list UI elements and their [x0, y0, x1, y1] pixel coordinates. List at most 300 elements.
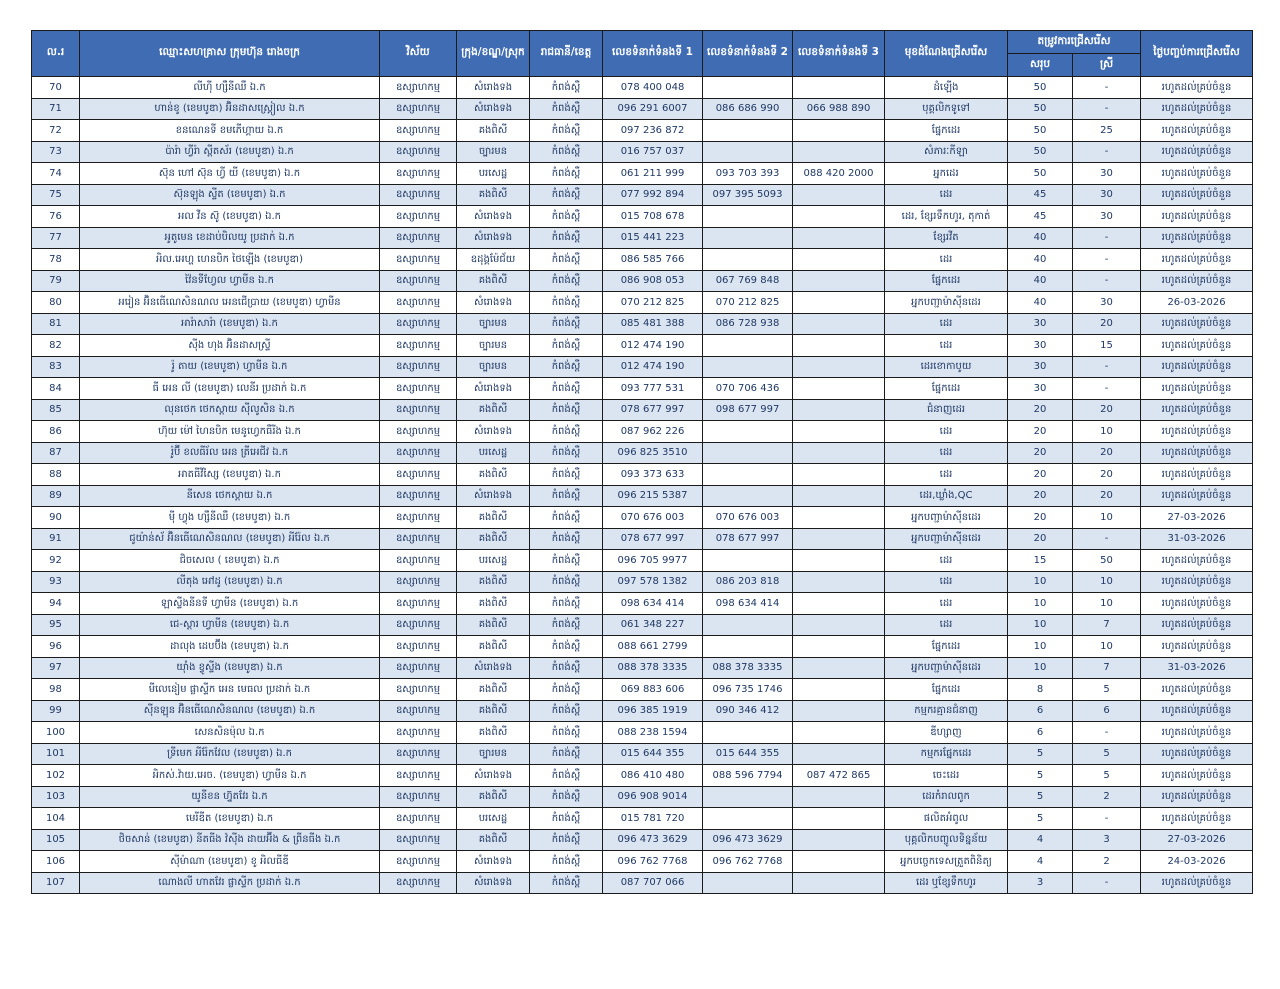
table-cell: 096 825 3510 [603, 442, 703, 464]
table-cell: - [1073, 356, 1141, 378]
table-cell: ដេរ [885, 184, 1008, 206]
table-cell: 10 [1008, 571, 1073, 593]
table-cell: ផ្នែកដេរ [885, 679, 1008, 701]
table-cell: 30 [1008, 378, 1073, 400]
table-cell: សំរោងទង [457, 851, 530, 873]
table-cell [793, 550, 885, 572]
table-cell: រ៉ូ តាយ (ខេមបូឌា) ហ្វាមីន ឯ.ក [80, 356, 380, 378]
table-cell: អ្នកបញ្ជាម៉ាស៊ីនដេរ [885, 528, 1008, 550]
recruitment-table [31, 30, 1253, 894]
table-cell: 74 [32, 163, 80, 185]
table-cell: កំពង់ស្ពឺ [530, 356, 603, 378]
table-cell: សំរោងទង [457, 98, 530, 120]
table-cell: រហូតដល់គ្រប់ចំនួន [1141, 743, 1253, 765]
table-cell [793, 679, 885, 701]
table-cell: គងពិសី [457, 829, 530, 851]
table-cell: 20 [1008, 399, 1073, 421]
table-body [32, 77, 1253, 894]
table-cell: 4 [1008, 829, 1073, 851]
table-cell: ឧស្សាហកម្ម [380, 120, 457, 142]
table-cell: រហូតដល់គ្រប់ចំនួន [1141, 335, 1253, 357]
table-cell: - [1073, 872, 1141, 894]
table-cell: ឧស្សាហកម្ម [380, 335, 457, 357]
table-cell: ម៉ី ហ្វុង ហ្សឺនីឈឺ (ខេមបូឌា) ឯ.ក [80, 507, 380, 529]
table-cell: 5 [1008, 808, 1073, 830]
table-cell: 90 [32, 507, 80, 529]
table-row [32, 356, 1253, 378]
table-cell: 79 [32, 270, 80, 292]
table-cell [793, 636, 885, 658]
table-cell: 086 686 990 [703, 98, 793, 120]
table-cell: 45 [1008, 184, 1073, 206]
table-cell: កំពង់ស្ពឺ [530, 120, 603, 142]
table-cell: កំពង់ស្ពឺ [530, 507, 603, 529]
table-cell: ទ្រីមេក អីរ៉ែកវែល (ខេមបូឌា) ឯ.ក [80, 743, 380, 765]
table-cell: 72 [32, 120, 80, 142]
table-cell: 015 708 678 [603, 206, 703, 228]
table-cell: - [1073, 722, 1141, 744]
table-cell: 50 [1073, 550, 1141, 572]
table-cell: - [1073, 98, 1141, 120]
table-cell: កំពង់ស្ពឺ [530, 485, 603, 507]
table-cell: 101 [32, 743, 80, 765]
table-cell: វ៉ៃនទីហ្វែល ហ្វាមីន ឯ.ក [80, 270, 380, 292]
table-cell: គងពិសី [457, 399, 530, 421]
table-cell: កំពង់ស្ពឺ [530, 765, 603, 787]
table-cell: 98 [32, 679, 80, 701]
table-cell: 2 [1073, 786, 1141, 808]
header-demand-total: សរុប [1008, 54, 1073, 77]
table-cell: ខនណេនទី ខមភើហ្គាយ ឯ.ក [80, 120, 380, 142]
table-cell: 10 [1073, 636, 1141, 658]
table-cell: គងពិសី [457, 614, 530, 636]
table-cell: រហូតដល់គ្រប់ចំនួន [1141, 206, 1253, 228]
table-cell: កំពង់ស្ពឺ [530, 249, 603, 271]
table-cell [703, 550, 793, 572]
table-cell [703, 335, 793, 357]
table-cell [703, 614, 793, 636]
table-cell: 015 644 355 [603, 743, 703, 765]
table-cell: 50 [1008, 77, 1073, 99]
table-cell: ប៉ារ៉ា ហ្វីរ៉ា ស្ពីតស័រ (ខេមបូឌា) ឯ.ក [80, 141, 380, 163]
table-cell: ឧស្សាហកម្ម [380, 550, 457, 572]
table-cell: - [1073, 808, 1141, 830]
table-cell: ចេះដេរ [885, 765, 1008, 787]
table-cell: រហូតដល់គ្រប់ចំនួន [1141, 722, 1253, 744]
table-cell: 070 212 825 [603, 292, 703, 314]
table-cell [793, 700, 885, 722]
table-cell: ផ្នែកដេរ [885, 378, 1008, 400]
table-cell: គងពិសី [457, 464, 530, 486]
table-cell: 40 [1008, 227, 1073, 249]
table-cell: កំពង់ស្ពឺ [530, 442, 603, 464]
table-row [32, 464, 1253, 486]
table-cell: 70 [32, 77, 80, 99]
table-cell: 066 988 890 [793, 98, 885, 120]
table-cell: 077 992 894 [603, 184, 703, 206]
table-cell [793, 872, 885, 894]
table-cell: កំពង់ស្ពឺ [530, 679, 603, 701]
table-cell: ដេរ [885, 550, 1008, 572]
table-cell: 096 705 9977 [603, 550, 703, 572]
table-cell: 10 [1073, 507, 1141, 529]
table-cell: ផ្នែកដេរ [885, 636, 1008, 658]
table-cell: ឧស្សាហកម្ម [380, 464, 457, 486]
table-cell: 82 [32, 335, 80, 357]
table-cell [793, 141, 885, 163]
table-cell: 10 [1008, 593, 1073, 615]
table-cell: កម្មករគ្មានជំនាញ [885, 700, 1008, 722]
table-cell: 50 [1008, 98, 1073, 120]
table-cell: ដេរ [885, 313, 1008, 335]
table-cell [793, 464, 885, 486]
table-cell: រហូតដល់គ្រប់ចំនួន [1141, 808, 1253, 830]
table-cell: បរសេដ្ឋ [457, 442, 530, 464]
table-cell: ដេរ,ឃ្លាំង,QC [885, 485, 1008, 507]
table-cell: កំពង់ស្ពឺ [530, 270, 603, 292]
table-cell: 88 [32, 464, 80, 486]
table-cell: 20 [1008, 528, 1073, 550]
table-cell: 77 [32, 227, 80, 249]
table-cell: 098 634 414 [603, 593, 703, 615]
table-cell: ឌីហ្សាញ [885, 722, 1008, 744]
table-cell: 015 441 223 [603, 227, 703, 249]
table-cell: 10 [1008, 657, 1073, 679]
table-cell: 26-03-2026 [1141, 292, 1253, 314]
table-cell: ឧស្សាហកម្ម [380, 614, 457, 636]
table-cell: គងពិសី [457, 184, 530, 206]
table-cell: 104 [32, 808, 80, 830]
table-row [32, 657, 1253, 679]
table-cell: អិល.អេហ្ហ ហេនបិក ថៃឡើង (ខេមបូឌា) [80, 249, 380, 271]
table-cell [703, 464, 793, 486]
table-cell: 5 [1008, 743, 1073, 765]
table-row [32, 636, 1253, 658]
table-cell: 078 677 997 [703, 528, 793, 550]
table-cell: 75 [32, 184, 80, 206]
table-cell: 096 291 6007 [603, 98, 703, 120]
table-cell: ហ៊ុយ ម៉ៅ ហៃនបិក មេនូហ្វេកធឺរីង ឯ.ក [80, 421, 380, 443]
table-cell: ឧស្សាហកម្ម [380, 206, 457, 228]
table-row [32, 700, 1253, 722]
table-row [32, 528, 1253, 550]
table-cell: ឧស្សាហកម្ម [380, 249, 457, 271]
table-cell: ឧស្សាហកម្ម [380, 851, 457, 873]
table-cell: គងពិសី [457, 507, 530, 529]
table-cell: 090 346 412 [703, 700, 793, 722]
table-cell: កំពង់ស្ពឺ [530, 571, 603, 593]
table-cell: ឧស្សាហកម្ម [380, 722, 457, 744]
table-cell: 078 677 997 [603, 528, 703, 550]
table-cell: 070 676 003 [603, 507, 703, 529]
table-header [32, 31, 1253, 77]
table-cell: 093 777 531 [603, 378, 703, 400]
table-cell: 30 [1008, 335, 1073, 357]
table-cell: 086 585 766 [603, 249, 703, 271]
table-cell: ឧស្សាហកម្ម [380, 829, 457, 851]
header-name: ឈ្មោះសហគ្រាស ក្រុមហ៊ុន រោងចក្រ [80, 31, 380, 77]
table-cell: ណោងលី ហាតវែរ ផ្លាស្ទីក ប្រដាក់ ឯ.ក [80, 872, 380, 894]
table-cell: រហូតដល់គ្រប់ចំនួន [1141, 421, 1253, 443]
table-cell: 107 [32, 872, 80, 894]
table-cell: 31-03-2026 [1141, 657, 1253, 679]
table-cell: ឧស្សាហកម្ម [380, 743, 457, 765]
table-cell: 71 [32, 98, 80, 120]
table-row [32, 313, 1253, 335]
table-cell: កំពង់ស្ពឺ [530, 700, 603, 722]
table-cell: សំរោងទង [457, 206, 530, 228]
header-phone1: លេខទំនាក់ទំនងទី 1 [603, 31, 703, 77]
header-phone3: លេខទំនាក់ទំនងទី 3 [793, 31, 885, 77]
table-cell: ឧស្សាហកម្ម [380, 808, 457, 830]
table-cell: ឧដុង្គម៉ែជ័យ [457, 249, 530, 271]
table-cell: អ្នកបញ្ជាម៉ាស៊ីនដេរ [885, 507, 1008, 529]
table-cell: 86 [32, 421, 80, 443]
table-cell: អល វីន ស៊ូ (ខេមបូឌា) ឯ.ក [80, 206, 380, 228]
table-row [32, 120, 1253, 142]
table-cell: កំពង់ស្ពឺ [530, 98, 603, 120]
table-cell: 012 474 190 [603, 356, 703, 378]
table-cell [703, 141, 793, 163]
table-cell: 97 [32, 657, 80, 679]
table-cell: 84 [32, 378, 80, 400]
table-cell: អរៀន អ៊ិនធើណេសិនណល អេនជើប្រាយ (ខេមបូឌា) ហ្វាមីន [80, 292, 380, 314]
table-cell: រហូតដល់គ្រប់ចំនួន [1141, 249, 1253, 271]
table-cell: 4 [1008, 851, 1073, 873]
table-cell: ឧស្សាហកម្ម [380, 98, 457, 120]
table-row [32, 421, 1253, 443]
table-cell: ហាន់ខូ (ខេមបូឌា) អ៊ិនដាសស្រ្គៀល ឯ.ក [80, 98, 380, 120]
table-cell: គងពិសី [457, 786, 530, 808]
table-cell: ជិចសេល ( ខេមបូឌា) ឯ.ក [80, 550, 380, 572]
table-cell [793, 485, 885, 507]
table-cell: 50 [1008, 141, 1073, 163]
table-cell: 087 962 226 [603, 421, 703, 443]
table-cell: 50 [1008, 163, 1073, 185]
table-cell: 30 [1073, 206, 1141, 228]
table-cell: គងពិសី [457, 679, 530, 701]
table-cell: ខ្សែរវីត [885, 227, 1008, 249]
table-row [32, 507, 1253, 529]
table-cell: កំពង់ស្ពឺ [530, 808, 603, 830]
table-row [32, 851, 1253, 873]
table-cell: ច្បារមន [457, 141, 530, 163]
table-cell: បុគ្គលិកបញ្ចូលទិន្នន័យ [885, 829, 1008, 851]
table-cell: 20 [1008, 421, 1073, 443]
table-cell: កំពង់ស្ពឺ [530, 313, 603, 335]
table-cell: 105 [32, 829, 80, 851]
table-cell: កំពង់ស្ពឺ [530, 829, 603, 851]
table-cell [793, 292, 885, 314]
table-cell: ច្បារមន [457, 356, 530, 378]
table-cell: បុគ្គលិកទូទៅ [885, 98, 1008, 120]
table-cell: 086 908 053 [603, 270, 703, 292]
table-cell: លុនថេក ថេកស្តាយ ស៊ីលូសិន ឯ.ក [80, 399, 380, 421]
table-cell: 76 [32, 206, 80, 228]
table-cell [793, 528, 885, 550]
table-row [32, 442, 1253, 464]
table-cell: 30 [1073, 184, 1141, 206]
table-cell: 20 [1008, 464, 1073, 486]
table-cell: 5 [1008, 786, 1073, 808]
table-cell: 069 883 606 [603, 679, 703, 701]
table-cell: បរសេដ្ឋ [457, 163, 530, 185]
table-cell: 100 [32, 722, 80, 744]
table-cell: រហូតដល់គ្រប់ចំនួន [1141, 786, 1253, 808]
table-cell: យូនីខន ហ្វ៊ុតវែរ ឯ.ក [80, 786, 380, 808]
table-cell: ឧស្សាហកម្ម [380, 700, 457, 722]
table-cell [793, 808, 885, 830]
table-cell: រហូតដល់គ្រប់ចំនួន [1141, 571, 1253, 593]
table-row [32, 872, 1253, 894]
table-cell: 89 [32, 485, 80, 507]
table-cell [793, 77, 885, 99]
table-cell: កំពង់ស្ពឺ [530, 614, 603, 636]
table-cell: 086 203 818 [703, 571, 793, 593]
table-cell: រហូតដល់គ្រប់ចំនួន [1141, 614, 1253, 636]
table-cell: 10 [1008, 614, 1073, 636]
table-cell: 067 769 848 [703, 270, 793, 292]
table-cell: កំពង់ស្ពឺ [530, 141, 603, 163]
table-cell [793, 335, 885, 357]
table-cell: លីហ៊ី ហ្សឺនីឈឺ ឯ.ក [80, 77, 380, 99]
table-cell: សំរោងទង [457, 292, 530, 314]
table-cell: កំពង់ស្ពឺ [530, 851, 603, 873]
table-cell: 5 [1073, 679, 1141, 701]
table-cell: 070 212 825 [703, 292, 793, 314]
table-cell: ស៊ីនឡុន អ៊ិនធើណេសិនណល (ខេមបូឌា) ឯ.ក [80, 700, 380, 722]
table-cell: 088 420 2000 [793, 163, 885, 185]
table-cell: 30 [1073, 292, 1141, 314]
table-cell: រហូតដល់គ្រប់ចំនួន [1141, 593, 1253, 615]
table-cell: រហូតដល់គ្រប់ចំនួន [1141, 378, 1253, 400]
table-cell [793, 851, 885, 873]
table-cell: 83 [32, 356, 80, 378]
table-cell: 096 385 1919 [603, 700, 703, 722]
table-cell: 27-03-2026 [1141, 507, 1253, 529]
table-cell: គងពិសី [457, 120, 530, 142]
table-cell: នីសេន ថេកស្តាយ ឯ.ក [80, 485, 380, 507]
table-cell: ផ្នែកដេរ [885, 120, 1008, 142]
table-cell: 097 578 1382 [603, 571, 703, 593]
table-cell [793, 614, 885, 636]
table-cell: ឧស្សាហកម្ម [380, 679, 457, 701]
table-cell: 40 [1008, 249, 1073, 271]
table-cell: កំពង់ស្ពឺ [530, 636, 603, 658]
table-cell: អ្នកដេរ [885, 163, 1008, 185]
table-cell: រហូតដល់គ្រប់ចំនួន [1141, 765, 1253, 787]
table-cell: សំរោងទង [457, 378, 530, 400]
table-cell: 098 677 997 [703, 399, 793, 421]
table-cell: ដំឡើង [885, 77, 1008, 99]
table-cell: កំពង់ស្ពឺ [530, 421, 603, 443]
table-cell: ដាលុង ដេបប៊ីង (ខេមបូឌា) ឯ.ក [80, 636, 380, 658]
table-cell: 086 728 938 [703, 313, 793, 335]
table-cell: 15 [1008, 550, 1073, 572]
table-cell: កំពង់ស្ពឺ [530, 593, 603, 615]
table-cell: ដេរ [885, 335, 1008, 357]
table-cell: 7 [1073, 657, 1141, 679]
table-cell: សំរោងទង [457, 872, 530, 894]
table-cell: សំរោងទង [457, 657, 530, 679]
table-cell: ឧស្សាហកម្ម [380, 292, 457, 314]
table-cell: លីតុង អៅដូ (ខេមបូឌា) ឯ.ក [80, 571, 380, 593]
table-cell: ឧស្សាហកម្ម [380, 485, 457, 507]
table-cell: កំពង់ស្ពឺ [530, 206, 603, 228]
table-cell: រហូតដល់គ្រប់ចំនួន [1141, 77, 1253, 99]
table-cell: - [1073, 141, 1141, 163]
table-cell: រហូតដល់គ្រប់ចំនួន [1141, 636, 1253, 658]
table-cell: 070 676 003 [703, 507, 793, 529]
table-cell: អ្នកបច្ចេកទេសត្រួតពិនិត្យ [885, 851, 1008, 873]
table-cell: 50 [1008, 120, 1073, 142]
table-cell: ជំនាញដេរ [885, 399, 1008, 421]
table-cell: ជេ-ស្តារ ហ្វាមីន (ខេមបូឌា) ឯ.ក [80, 614, 380, 636]
table-cell: ឧស្សាហកម្ម [380, 636, 457, 658]
table-cell: ឧស្សាហកម្ម [380, 378, 457, 400]
table-cell: ឧស្សាហកម្ម [380, 528, 457, 550]
table-cell: រហូតដល់គ្រប់ចំនួន [1141, 313, 1253, 335]
table-row [32, 485, 1253, 507]
table-cell: ឧស្សាហកម្ម [380, 442, 457, 464]
table-cell [703, 722, 793, 744]
table-cell: 95 [32, 614, 80, 636]
table-cell: មីលេនៀម ផ្លាស្ទីក អេន មេធល ប្រដាក់ ឯ.ក [80, 679, 380, 701]
table-cell: 10 [1008, 636, 1073, 658]
table-cell: សេនសិនម៉ុល ឯ.ក [80, 722, 380, 744]
table-cell: 24-03-2026 [1141, 851, 1253, 873]
table-cell: កម្មករផ្នែកដេរ [885, 743, 1008, 765]
table-row [32, 184, 1253, 206]
table-cell: ជូយ៉ាន់ស័ អ៊ិនធើណេសិនណល (ខេមបូឌា) អីរ៉ែល ឯ.ក [80, 528, 380, 550]
table-cell: រហូតដល់គ្រប់ចំនួន [1141, 356, 1253, 378]
table-cell [793, 378, 885, 400]
header-demand: តម្រូវការជ្រើសរើស [1008, 31, 1141, 54]
table-cell: 5 [1073, 765, 1141, 787]
table-cell: 30 [1008, 313, 1073, 335]
table-cell: 096 215 5387 [603, 485, 703, 507]
table-cell: ដេរ [885, 614, 1008, 636]
table-cell: ឧស្សាហកម្ម [380, 399, 457, 421]
table-cell: ឧស្សាហកម្ម [380, 270, 457, 292]
table-cell: 20 [1073, 442, 1141, 464]
table-cell: 40 [1008, 270, 1073, 292]
table-cell: - [1073, 378, 1141, 400]
table-cell: បរសេដ្ឋ [457, 808, 530, 830]
table-cell: សំភារៈកីឡា [885, 141, 1008, 163]
table-row [32, 829, 1253, 851]
table-cell: រហូតដល់គ្រប់ចំនួន [1141, 872, 1253, 894]
table-cell: 015 644 355 [703, 743, 793, 765]
table-cell [703, 421, 793, 443]
table-cell: 6 [1008, 722, 1073, 744]
table-cell: - [1073, 227, 1141, 249]
header-district: ក្រុង/ខណ្ឌ/ស្រុក [457, 31, 530, 77]
table-cell: ឧស្សាហកម្ម [380, 227, 457, 249]
table-cell: ដេរ [885, 593, 1008, 615]
table-cell: 088 238 1594 [603, 722, 703, 744]
table-cell: 30 [1008, 356, 1073, 378]
table-cell [703, 249, 793, 271]
table-row [32, 614, 1253, 636]
table-cell: សំរោងទង [457, 765, 530, 787]
table-cell [793, 206, 885, 228]
table-cell: 7 [1073, 614, 1141, 636]
table-cell [703, 227, 793, 249]
table-row [32, 550, 1253, 572]
table-cell: ឧស្សាហកម្ម [380, 657, 457, 679]
table-cell: 3 [1073, 829, 1141, 851]
